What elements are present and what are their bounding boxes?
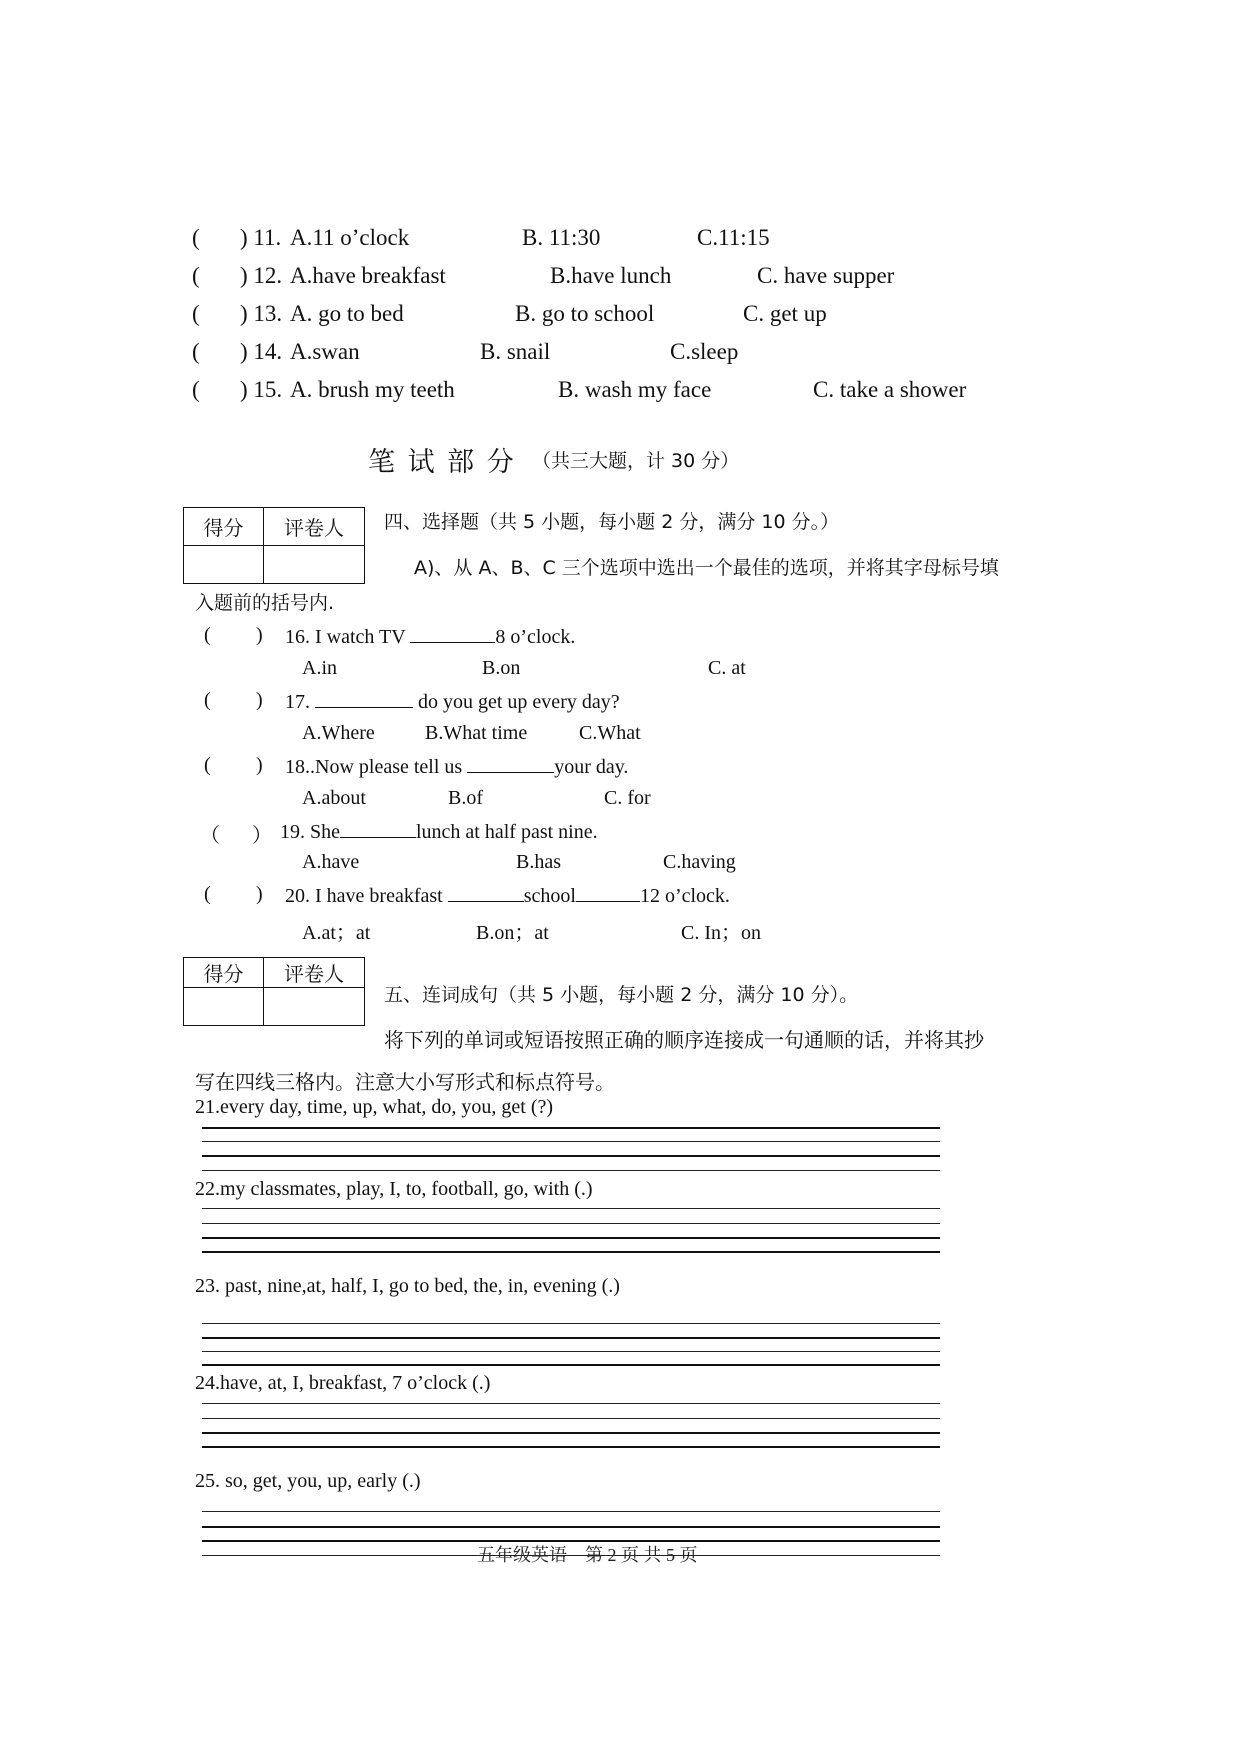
question-number: ) 12. bbox=[240, 263, 283, 288]
answer-paren-open: ( bbox=[204, 883, 211, 905]
option-c: C. have supper bbox=[757, 263, 895, 288]
option-b: B.of bbox=[448, 787, 483, 809]
option-a: A.have bbox=[302, 851, 360, 873]
score-cell[interactable] bbox=[184, 546, 264, 584]
answer-paren: ( bbox=[192, 339, 200, 364]
question-text: 18..Now please tell us bbox=[285, 756, 468, 778]
question-17 bbox=[285, 689, 620, 714]
option-a: A.Where bbox=[302, 722, 375, 744]
score-label: 得分 bbox=[184, 508, 264, 546]
option-c: C. for bbox=[604, 787, 651, 809]
option-a: A.have breakfast bbox=[290, 263, 446, 288]
answer-paren-close: ） bbox=[252, 825, 272, 847]
section-5-title: 五、连词成句（共 5 小题，每小题 2 分，满分 10 分）。 bbox=[384, 984, 859, 1006]
answer-paren: ( bbox=[192, 301, 200, 326]
option-c: C.sleep bbox=[670, 339, 739, 364]
answer-blank[interactable] bbox=[467, 754, 554, 773]
score-cell[interactable] bbox=[184, 988, 264, 1026]
question-number: ) 13. bbox=[240, 301, 283, 326]
option-b: B. wash my face bbox=[558, 377, 712, 402]
question-text: your day. bbox=[554, 756, 629, 778]
option-c: C. In；on bbox=[681, 922, 761, 944]
question-text: 8 o’clock. bbox=[495, 626, 576, 648]
answer-paren: ( bbox=[192, 263, 200, 288]
written-part-note: （共三大题，计 30 分） bbox=[532, 450, 740, 472]
option-a: A. brush my teeth bbox=[290, 377, 455, 402]
option-b: B. snail bbox=[480, 339, 551, 364]
question-text: 16. I watch TV bbox=[285, 626, 411, 648]
grader-label: 评卷人 bbox=[264, 508, 365, 546]
question-text: 12 o’clock. bbox=[639, 885, 730, 907]
section-4-instruction-cont: 入题前的括号内. bbox=[195, 592, 335, 614]
option-a: A.about bbox=[302, 787, 366, 809]
grader-cell[interactable] bbox=[264, 988, 365, 1026]
section-4-title: 四、选择题（共 5 小题，每小题 2 分，满分 10 分。） bbox=[384, 511, 840, 533]
written-part-title: 笔 试 部 分 bbox=[368, 447, 516, 478]
question-text: 17. bbox=[285, 691, 315, 713]
question-text: lunch at half past nine. bbox=[416, 821, 598, 843]
option-b: B.on；at bbox=[476, 922, 549, 944]
section-5-instruction-cont: 写在四线三格内。注意大小写形式和标点符号。 bbox=[195, 1072, 615, 1094]
option-b: B.has bbox=[516, 851, 561, 873]
question-text: 20. I have breakfast bbox=[285, 885, 448, 907]
section-4-instruction: A)、从 A、B、C 三个选项中选出一个最佳的选项，并将其字母标号填 bbox=[414, 557, 999, 579]
question-24: 24.have, at, I, breakfast, 7 o’clock (.) bbox=[195, 1372, 491, 1394]
answer-paren-open: ( bbox=[204, 689, 211, 711]
option-c: C. at bbox=[708, 657, 746, 679]
option-c: C. get up bbox=[743, 301, 827, 326]
option-a: A.at；at bbox=[302, 922, 371, 944]
option-b: B. 11:30 bbox=[522, 225, 601, 250]
option-b: B.What time bbox=[425, 722, 528, 744]
option-a: A.swan bbox=[290, 339, 360, 364]
score-table bbox=[183, 507, 365, 584]
answer-blank[interactable] bbox=[340, 819, 416, 838]
answer-paren-close: ) bbox=[256, 624, 263, 646]
option-b: B.have lunch bbox=[550, 263, 672, 288]
answer-paren-close: ) bbox=[256, 883, 263, 905]
option-a: A.11 o’clock bbox=[290, 225, 410, 250]
answer-paren-open: ( bbox=[204, 624, 211, 646]
option-a: A. go to bed bbox=[290, 301, 404, 326]
score-label: 得分 bbox=[184, 958, 264, 988]
question-number: ) 11. bbox=[240, 225, 282, 250]
answer-paren-open: （ bbox=[200, 825, 220, 847]
answer-blank[interactable] bbox=[576, 883, 640, 902]
option-c: C.having bbox=[663, 851, 736, 873]
grader-label: 评卷人 bbox=[264, 958, 365, 988]
answer-paren-open: ( bbox=[204, 754, 211, 776]
question-text: do you get up every day? bbox=[413, 691, 620, 713]
question-text: 19. She bbox=[280, 821, 340, 843]
answer-paren-close: ) bbox=[256, 754, 263, 776]
score-table bbox=[183, 957, 365, 1026]
answer-blank[interactable] bbox=[410, 624, 495, 643]
section-5-instruction: 将下列的单词或短语按照正确的顺序连接成一句通顺的话，并将其抄 bbox=[384, 1030, 984, 1052]
option-c: C.11:15 bbox=[697, 225, 770, 250]
option-c: C.What bbox=[579, 722, 641, 744]
question-16 bbox=[285, 624, 575, 649]
option-b: B.on bbox=[482, 657, 521, 679]
question-19 bbox=[280, 819, 598, 844]
question-20 bbox=[285, 883, 730, 908]
answer-paren: ( bbox=[192, 225, 200, 250]
answer-paren-close: ) bbox=[256, 689, 263, 711]
option-b: B. go to school bbox=[515, 301, 655, 326]
question-text: school bbox=[523, 885, 576, 907]
answer-paren: ( bbox=[192, 377, 200, 402]
question-23: 23. past, nine,at, half, I, go to bed, the, in, evening (.) bbox=[195, 1275, 620, 1297]
option-c: C. take a shower bbox=[813, 377, 967, 402]
answer-blank[interactable] bbox=[448, 883, 524, 902]
question-22: 22.my classmates, play, I, to, football, go, with (.) bbox=[195, 1178, 593, 1200]
answer-blank[interactable] bbox=[315, 689, 413, 708]
question-21: 21.every day, time, up, what, do, you, get (?) bbox=[195, 1096, 554, 1118]
question-number: ) 15. bbox=[240, 377, 283, 402]
page-footer: 五年级英语 第 2 页 共 5 页 bbox=[477, 1545, 698, 1565]
option-a: A.in bbox=[302, 657, 337, 679]
question-25: 25. so, get, you, up, early (.) bbox=[195, 1470, 421, 1492]
question-number: ) 14. bbox=[240, 339, 283, 364]
question-18 bbox=[285, 754, 628, 779]
grader-cell[interactable] bbox=[264, 546, 365, 584]
